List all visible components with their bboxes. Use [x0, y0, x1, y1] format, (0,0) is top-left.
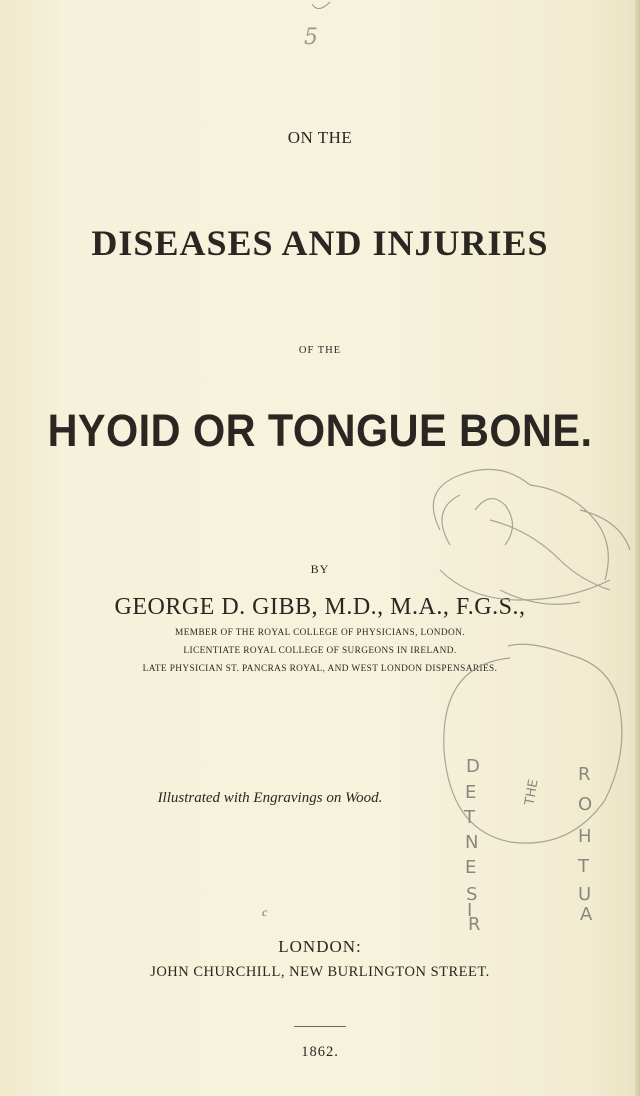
by-text: BY [310, 562, 330, 576]
page-edge [635, 0, 640, 1096]
svg-text:5: 5 [304, 25, 318, 50]
on-the-text: ON THE [287, 128, 353, 147]
stamp-lettering [380, 450, 635, 935]
subject-title: HYOID OR TONGUE BONE. [47, 405, 593, 456]
svg-text:R: R [468, 914, 481, 935]
svg-text:H: H [578, 826, 592, 847]
svg-text:T: T [464, 807, 475, 828]
svg-text:O: O [578, 794, 593, 815]
credential-line: MEMBER OF THE ROYAL COLLEGE OF PHYSICIANS, LONDON. [175, 628, 465, 638]
credential-line: LICENTIATE ROYAL COLLEGE OF SURGEONS IN IRELAND. [183, 646, 457, 656]
pencil-mark [300, 0, 340, 50]
divider-rule [294, 1026, 346, 1027]
year: 1862. [301, 1044, 339, 1060]
svg-text:U: U [578, 884, 592, 905]
main-title: DISEASES AND INJURIES [91, 223, 549, 263]
credential-line: LATE PHYSICIAN ST. PANCRAS ROYAL, AND WEST LONDON DISPENSARIES. [142, 664, 498, 674]
svg-text:I: I [467, 900, 473, 921]
svg-text:E: E [465, 857, 477, 878]
svg-text:R: R [578, 764, 591, 785]
svg-text:A: A [580, 904, 593, 925]
publisher: JOHN CHURCHILL, NEW BURLINGTON STREET. [150, 964, 490, 980]
city: LONDON: [278, 937, 362, 956]
svg-text:D: D [466, 756, 480, 777]
svg-text:E: E [465, 782, 477, 803]
svg-text:THE: THE [522, 778, 542, 807]
of-the-text: OF THE [298, 345, 342, 356]
margin-note: c [262, 905, 268, 919]
illustrated-note: Illustrated with Engravings on Wood. [157, 790, 383, 806]
svg-text:T: T [578, 856, 589, 877]
author-name: GEORGE D. GIBB, M.D., M.A., F.G.S., [114, 594, 526, 620]
svg-text:S: S [466, 884, 478, 905]
svg-text:N: N [465, 832, 479, 853]
